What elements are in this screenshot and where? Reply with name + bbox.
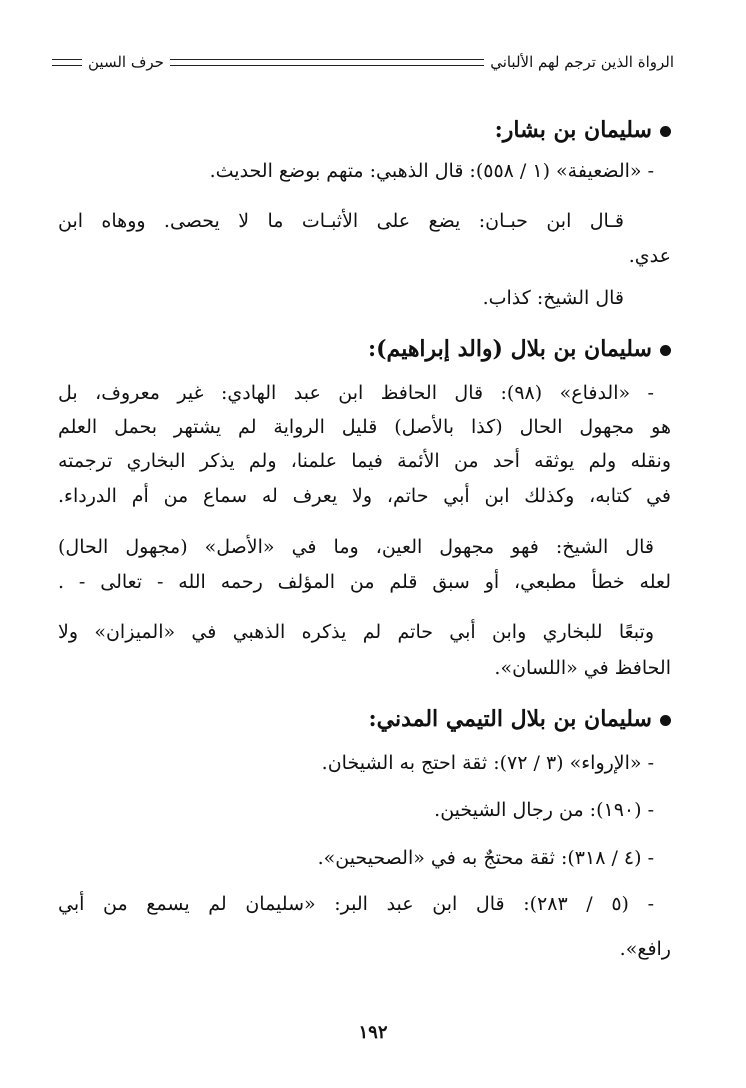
running-header [52, 50, 674, 74]
entry-line: قال الشيخ: فهو مجهول العين، وما في «الأصل» (مجهول الحال) [58, 536, 654, 558]
entry-line: - «الدفاع» (٩٨): قال الحافظ ابن عبد الهادي: غير معروف، بل [58, 382, 654, 404]
entry-title: سليمان بن بشار: [494, 117, 652, 143]
bullet-icon [660, 126, 671, 137]
entry-title: سليمان بن بلال (والد إبراهيم): [368, 336, 652, 362]
bullet-icon [660, 715, 671, 726]
entry-heading [369, 703, 672, 735]
entry-line: لعله خطأ مطبعي، أو سبق قلم من المؤلف رحمه الله - تعالى - . [58, 571, 671, 593]
entry-line: قال الشيخ: كذاب. [482, 287, 624, 309]
header-rule-end [52, 59, 82, 66]
book-title: الرواة الذين ترجم لهم الألباني [490, 53, 674, 71]
entry-line: - «الضعيفة» (١ / ٥٥٨): قال الذهبي: متهم بوضع الحديث. [209, 160, 654, 182]
entry-line: قـال ابن حبـان: يضع على الأثبـات ما لا يحصى. ووهاه ابن [58, 210, 624, 232]
chapter-title: حرف السين [88, 53, 164, 71]
entry-line: - (٥ / ٢٨٣): قال ابن عبد البر: «سليمان لم يسمع من أبي [58, 893, 655, 915]
entry-line: رافع». [619, 938, 671, 960]
header-rule [170, 59, 484, 66]
entry-line: - «الإرواء» (٣ / ٧٢): ثقة احتج به الشيخان. [321, 752, 654, 774]
entry-heading [495, 114, 671, 146]
entry-line: الحافظ في «اللسان». [494, 657, 671, 679]
entry-line: عدي. [628, 245, 671, 267]
bullet-icon [660, 345, 671, 356]
page-number: ١٩٢ [358, 1022, 388, 1043]
entry-line: وتبعًا للبخاري وابن أبي حاتم لم يذكره الذهبي في «الميزان» ولا [58, 621, 654, 643]
entry-line: ونقله ولم يوثقه أحد من الأئمة فيما علمنا، ولم يذكر البخاري ترجمته [58, 450, 671, 472]
entry-line: في كتابه، وكذلك ابن أبي حاتم، ولا يعرف له سماع من أم الدرداء. [58, 485, 671, 507]
entry-line: - (٤ / ٣١٨): ثقة محتجٌ به في «الصحيحين». [317, 847, 654, 869]
entry-heading [368, 333, 671, 365]
entry-title: سليمان بن بلال التيمي المدني: [368, 706, 652, 732]
entry-line: - (١٩٠): من رجال الشيخين. [434, 799, 654, 821]
entry-line: هو مجهول الحال (كذا بالأصل) قليل الرواية لم يشتهر بحمل العلم [58, 416, 671, 438]
